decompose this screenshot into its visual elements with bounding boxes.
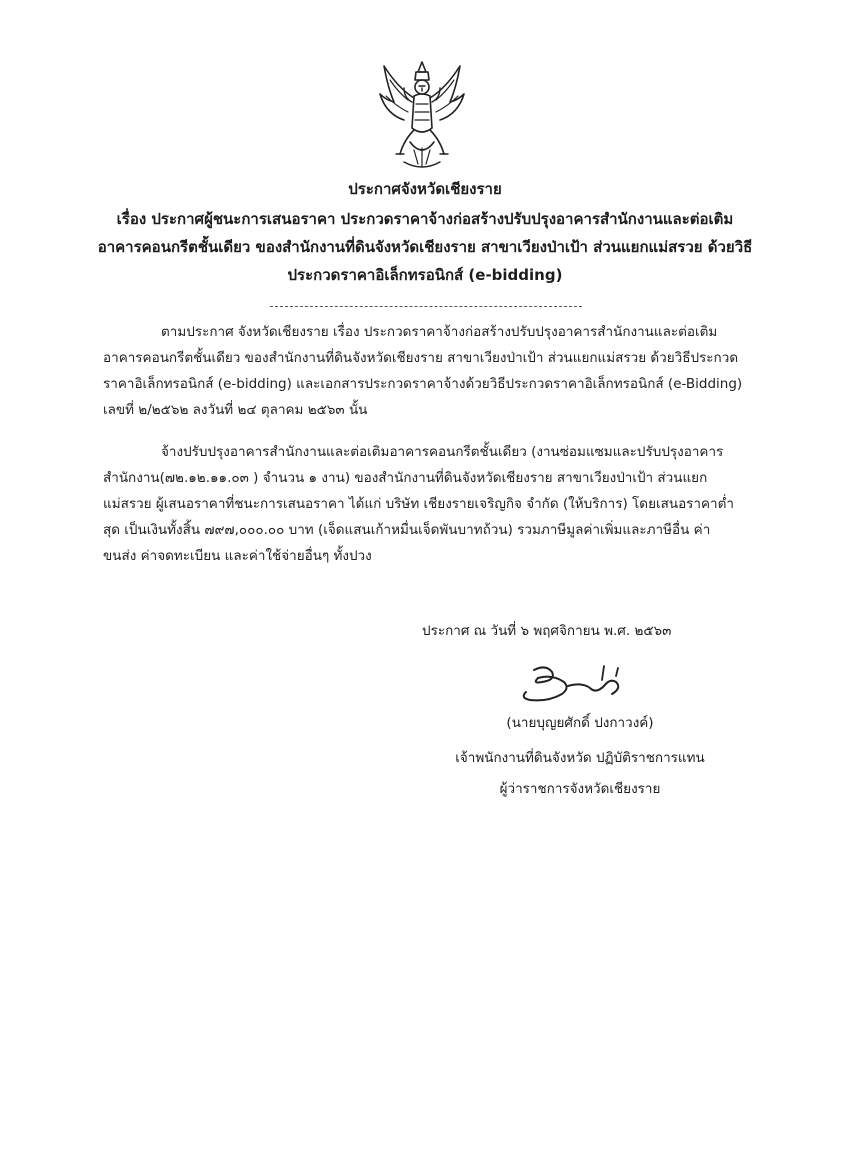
signer-position: เจ้าพนักงานที่ดินจังหวัด ปฏิบัติราชการแทน — [455, 750, 705, 766]
announcement-title: ประกาศจังหวัดเชียงราย — [348, 180, 502, 198]
signer-position-2: ผู้ว่าราชการจังหวัดเชียงราย — [499, 781, 661, 797]
announcement-date: ประกาศ ณ วันที่ ๖ พฤศจิกายน พ.ศ. ๒๕๖๓ — [422, 623, 672, 639]
signature-image — [512, 660, 632, 708]
signer-name: (นายบุญยศักดิ์ ปงกาวงค์) — [506, 715, 654, 731]
divider — [270, 306, 582, 307]
garuda-emblem-icon — [374, 58, 470, 176]
body-paragraph-1: ตามประกาศ จังหวัดเชียงราย เรื่อง ประกวดราคาจ้างก่อสร้างปรับปรุงอาคารสำนักงานและต่อเติมอาคารคอนกรีตชั้นเดียว ของสำนักงานที่ดินจังหวัดเชียงราย สาขาเวียงป่าเป้า ส่วนแยกแม่สรวย ด้วยวิธีประกวดราคาอิเล็กทรอนิกส์ (e-bidding) และเอกสารประกวดราคาจ้างด้วยวิธีประกวดราคาอิเล็กทรอนิกส์ (e-Bidding) เลขที่ ๒/๒๕๖๒ ลงวันที่ ๒๔ ตุลาคม ๒๕๖๓ นั้น — [103, 324, 743, 418]
body-paragraph-2: จ้างปรับปรุงอาคารสำนักงานและต่อเติมอาคารคอนกรีตชั้นเดียว (งานซ่อมแซมและปรับปรุงอาคารสำนักงาน(๗๒.๑๒.๑๑.๐๓ ) จำนวน ๑ งาน) ของสำนักงานที่ดินจังหวัดเชียงราย สาขาเวียงป่าเป้า ส่วนแยกแม่สรวย ผู้เสนอราคาที่ชนะการเสนอราคา ได้แก่ บริษัท เชียงรายเจริญกิจ จำกัด (ให้บริการ) โดยเสนอราคาต่ำสุด เป็นเงินทั้งสิ้น ๗๙๗,๐๐๐.๐๐ บาท (เจ็ดแสนเก้าหมื่นเจ็ดพันบาทถ้วน) รวมภาษีมูลค่าเพิ่มและภาษีอื่น ค่าขนส่ง ค่าจดทะเบียน และค่าใช้จ่ายอื่นๆ ทั้งปวง — [103, 444, 734, 564]
announcement-subject: เรื่อง ประกาศผู้ชนะการเสนอราคา ประกวดราคาจ้างก่อสร้างปรับปรุงอาคารสำนักงานและต่อเติมอาคารคอนกรีตชั้นเดียว ของสำนักงานที่ดินจังหวัดเชียงราย สาขาเวียงป่าเป้า ส่วนแยกแม่สรวย ด้วยวิธีประกวดราคาอิเล็กทรอนิกส์ (e-bidding) — [97, 210, 753, 284]
